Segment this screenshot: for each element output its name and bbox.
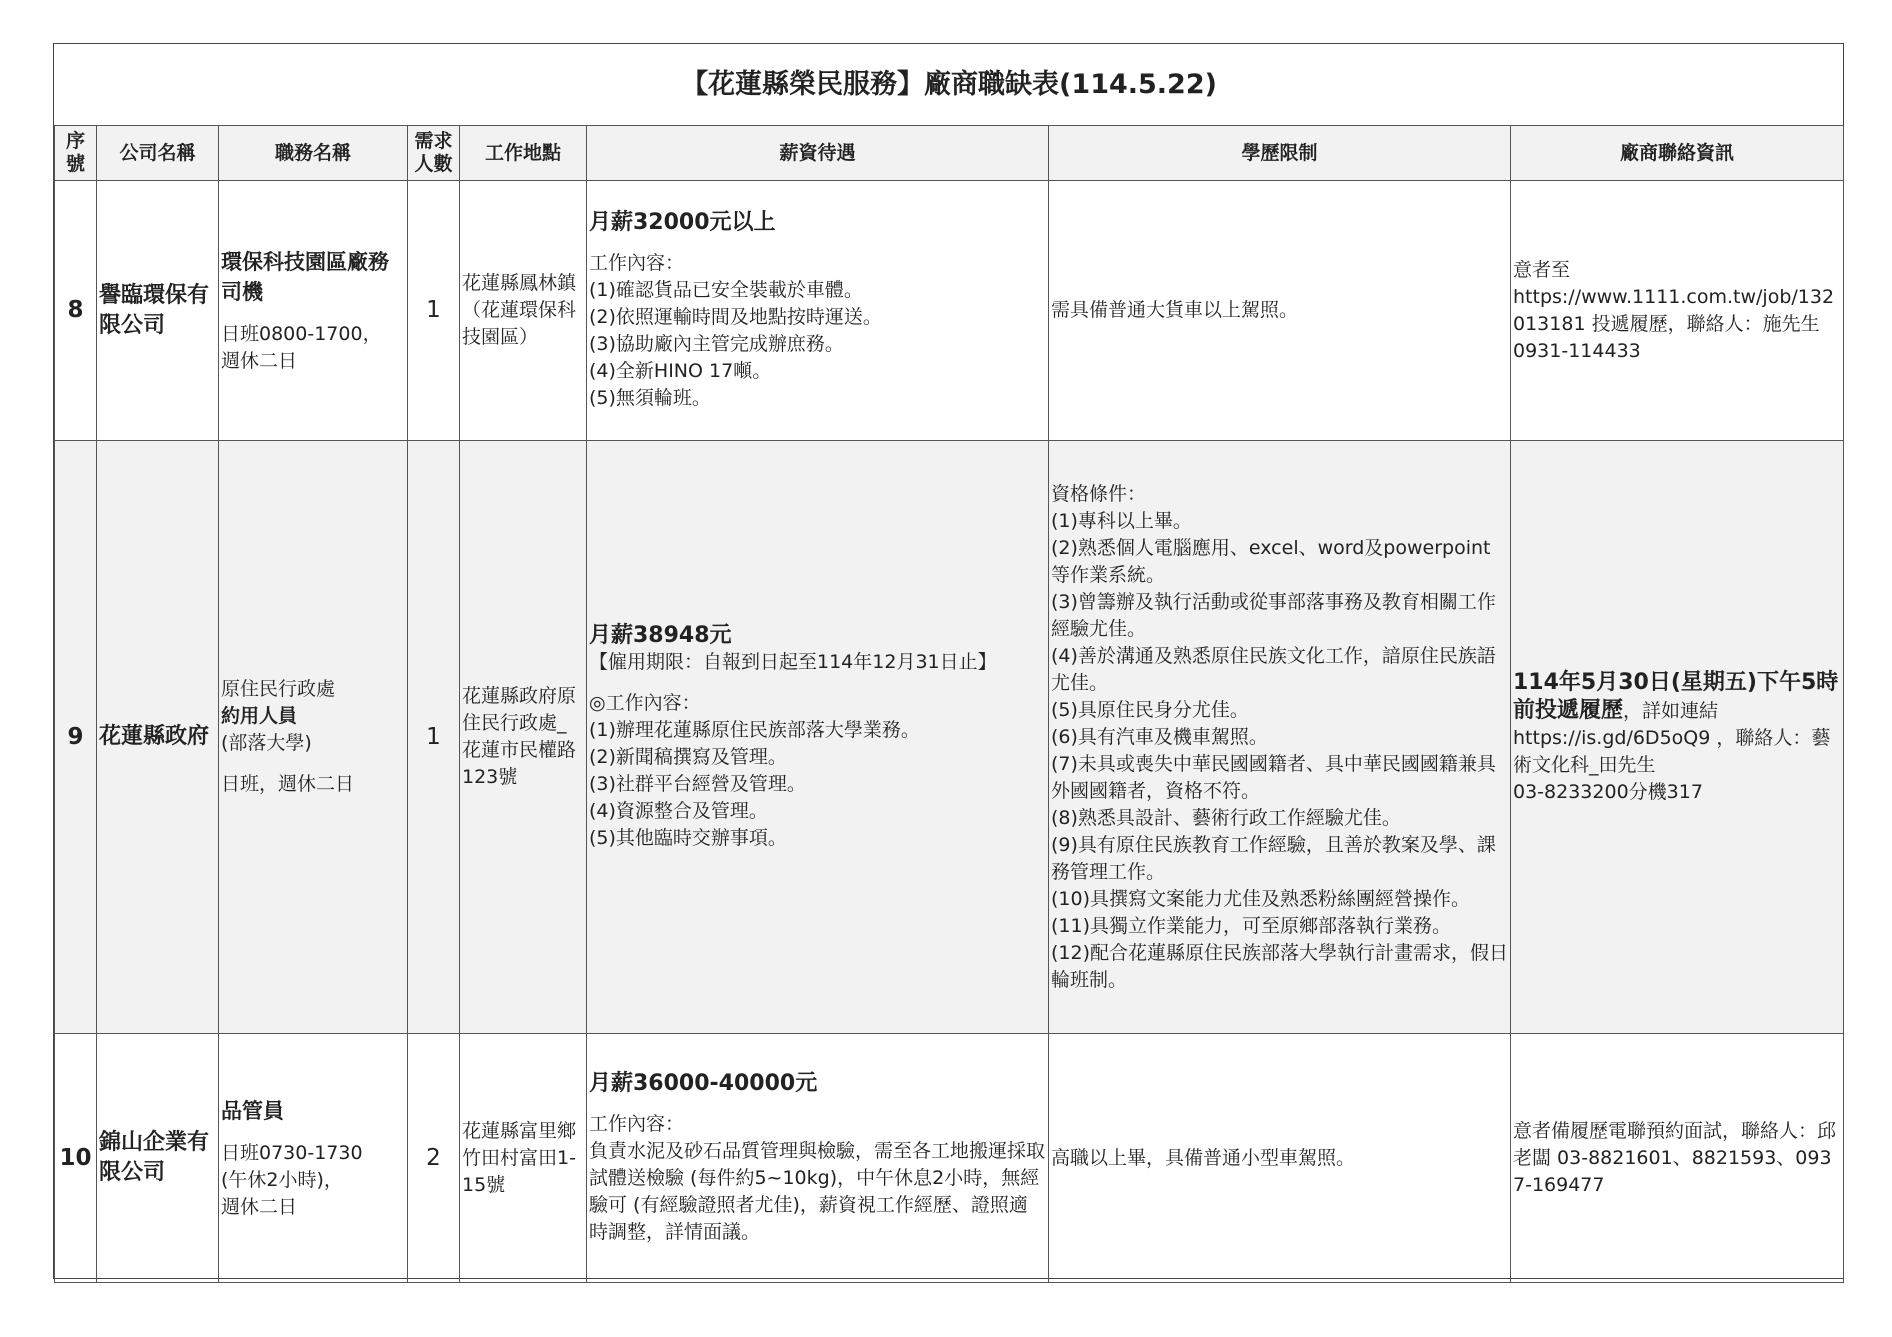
contact-line: ，詳如連結 bbox=[1623, 699, 1719, 722]
requirement-line: (3)曾籌辦及執行活動或從事部落事務及教育相關工作經驗尤佳。 bbox=[1051, 590, 1496, 640]
job-subtitle: (部落大學) bbox=[221, 732, 312, 754]
duty-line: 負責水泥及砂石品質管理與檢驗，需至各工地搬運採取試體送檢驗 (每件約5~10kg)，中午休息2小時，無經驗可 (有經驗證照者尤佳)，薪資視工作經歷、證照適時調整，詳情面議。 bbox=[589, 1140, 1046, 1243]
salary-cell bbox=[587, 441, 1049, 1034]
headcount: 1 bbox=[408, 441, 460, 1034]
duty-line: (2)依照運輸時間及地點按時運送。 bbox=[589, 306, 882, 328]
requirement-line: 資格條件： bbox=[1051, 482, 1147, 505]
duty-line: 工作內容： bbox=[589, 252, 685, 274]
header-contact: 廠商聯絡資訊 bbox=[1511, 126, 1844, 181]
duty-line: (3)社群平台經營及管理。 bbox=[589, 773, 806, 795]
contact-line: 意者至 bbox=[1513, 258, 1571, 281]
education-cell bbox=[1049, 1034, 1511, 1283]
requirement-line: (10)具撰寫文案能力尤佳及熟悉粉絲團經營操作。 bbox=[1051, 887, 1471, 910]
header-education: 學歷限制 bbox=[1049, 126, 1511, 181]
contact-line: 意者備履歷電聯預約面試，聯絡人：邱老闆 03-8821601、8821593、0937-169477 bbox=[1513, 1119, 1837, 1196]
headcount: 2 bbox=[408, 1034, 460, 1283]
requirement-line: (7)未具或喪失中華民國國籍者、具中華民國國籍兼具外國國籍者，資格不符。 bbox=[1051, 752, 1496, 802]
work-location: 花蓮縣政府原住民行政處_花蓮市民權路123號 bbox=[460, 441, 587, 1034]
duty-line: (4)全新HINO 17噸。 bbox=[589, 360, 772, 382]
work-location: 花蓮縣鳳林鎮（花蓮環保科技園區） bbox=[460, 181, 587, 441]
table-row bbox=[55, 181, 1844, 441]
requirement-line: (8)熟悉具設計、藝術行政工作經驗尤佳。 bbox=[1051, 806, 1401, 829]
duty-line: (1)確認貨品已安全裝載於車體。 bbox=[589, 279, 863, 301]
education-cell bbox=[1049, 441, 1511, 1034]
job-cell bbox=[219, 1034, 408, 1283]
job-department: 原住民行政處 bbox=[221, 678, 336, 700]
job-hours: 週休二日 bbox=[221, 1195, 298, 1218]
requirement-line: (6)具有汽車及機車駕照。 bbox=[1051, 725, 1268, 748]
work-location: 花蓮縣富里鄉竹田村富田1-15號 bbox=[460, 1034, 587, 1283]
contact-link[interactable]: https://is.gd/6D5oQ9 ，聯絡人：藝術文化科_田先生 bbox=[1513, 726, 1831, 776]
job-title: 環保科技園區廠務司機 bbox=[221, 249, 389, 304]
contact-phone: 0931-114433 bbox=[1513, 339, 1641, 362]
company-name: 錦山企業有限公司 bbox=[97, 1034, 219, 1283]
job-cell bbox=[219, 181, 408, 441]
requirement-line: 高職以上畢，具備普通小型車駕照。 bbox=[1051, 1146, 1356, 1169]
table-header-row bbox=[55, 126, 1844, 181]
headcount: 1 bbox=[408, 181, 460, 441]
salary-amount: 月薪32000元以上 bbox=[589, 210, 776, 235]
duty-line: 工作內容： bbox=[589, 1113, 685, 1135]
requirement-line: (2)熟悉個人電腦應用、excel、word及powerpoint等作業系統。 bbox=[1051, 536, 1491, 586]
header-job: 職務名稱 bbox=[219, 126, 408, 181]
header-location: 工作地點 bbox=[460, 126, 587, 181]
row-number: 9 bbox=[55, 441, 97, 1034]
requirement-line: (9)具有原住民族教育工作經驗，且善於教案及學、課務管理工作。 bbox=[1051, 833, 1496, 883]
job-hours: 日班0800-1700， bbox=[221, 322, 382, 345]
table-row bbox=[55, 1034, 1844, 1283]
requirement-line: (11)具獨立作業能力，可至原鄉部落執行業務。 bbox=[1051, 914, 1452, 937]
header-salary: 薪資待遇 bbox=[587, 126, 1049, 181]
duty-line: (4)資源整合及管理。 bbox=[589, 800, 768, 822]
vacancy-table bbox=[54, 44, 1844, 1283]
job-hours: (午休2小時)， bbox=[221, 1168, 343, 1191]
salary-amount: 月薪38948元 bbox=[589, 623, 732, 648]
requirement-line: (12)配合花蓮縣原住民族部落大學執行計畫需求，假日輪班制。 bbox=[1051, 941, 1509, 991]
salary-amount: 月薪36000-40000元 bbox=[589, 1071, 818, 1096]
job-title: 品管員 bbox=[221, 1098, 284, 1123]
education-cell bbox=[1049, 181, 1511, 441]
requirement-line: (1)專科以上畢。 bbox=[1051, 509, 1192, 532]
duty-line: (3)協助廠內主管完成辦庶務。 bbox=[589, 333, 844, 355]
company-name: 花蓮縣政府 bbox=[97, 441, 219, 1034]
duty-line: (1)辦理花蓮縣原住民族部落大學業務。 bbox=[589, 719, 920, 741]
job-vacancy-sheet bbox=[53, 43, 1844, 1279]
header-no: 序 號 bbox=[55, 126, 97, 181]
job-title: 約用人員 bbox=[221, 705, 298, 727]
table-row bbox=[55, 441, 1844, 1034]
contact-cell bbox=[1511, 1034, 1844, 1283]
company-name: 譽臨環保有限公司 bbox=[97, 181, 219, 441]
contact-link[interactable]: https://www.1111.com.tw/job/132013181 投遞履歷，聯絡人：施先生 bbox=[1513, 285, 1835, 335]
page-title: 【花蓮縣榮民服務】廠商職缺表(114.5.22) bbox=[55, 44, 1844, 126]
requirement-line: 需具備普通大貨車以上駕照。 bbox=[1051, 299, 1299, 321]
contact-cell bbox=[1511, 441, 1844, 1034]
header-count: 需求 人數 bbox=[408, 126, 460, 181]
row-number: 10 bbox=[55, 1034, 97, 1283]
contact-phone: 03-8233200分機317 bbox=[1513, 780, 1703, 803]
header-company: 公司名稱 bbox=[97, 126, 219, 181]
requirement-line: (4)善於溝通及熟悉原住民族文化工作，諳原住民族語尤佳。 bbox=[1051, 644, 1496, 694]
job-cell bbox=[219, 441, 408, 1034]
employment-period: 【僱用期限：自報到日起至114年12月31日止】 bbox=[589, 651, 997, 673]
salary-cell bbox=[587, 1034, 1049, 1283]
job-hours: 日班，週休二日 bbox=[221, 773, 355, 795]
contact-cell bbox=[1511, 181, 1844, 441]
requirement-line: (5)具原住民身分尤佳。 bbox=[1051, 698, 1249, 721]
duty-line: (5)其他臨時交辦事項。 bbox=[589, 827, 787, 849]
duty-line: (2)新聞稿撰寫及管理。 bbox=[589, 746, 787, 768]
job-hours: 週休二日 bbox=[221, 349, 298, 372]
duty-line: (5)無須輪班。 bbox=[589, 387, 711, 409]
job-hours: 日班0730-1730 bbox=[221, 1141, 363, 1164]
application-deadline: 114年5月30日(星期五)下午5時前投遞履歷 bbox=[1513, 669, 1839, 723]
row-number: 8 bbox=[55, 181, 97, 441]
salary-cell bbox=[587, 181, 1049, 441]
duty-line: ◎工作內容： bbox=[589, 692, 701, 714]
